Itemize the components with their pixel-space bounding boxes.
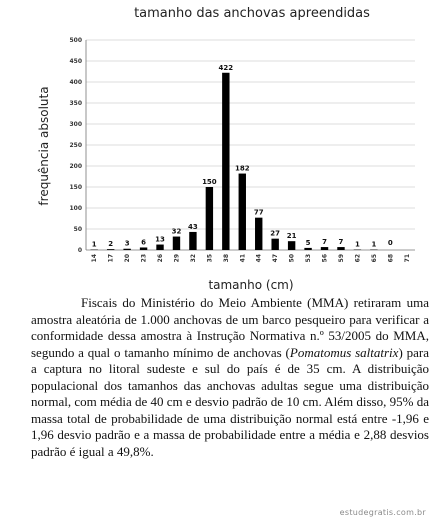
bar [321, 247, 328, 250]
problem-paragraph [31, 295, 429, 460]
data-label: 2 [108, 240, 114, 249]
data-label: 27 [270, 229, 281, 238]
x-tick-label: 65 [370, 254, 378, 263]
data-label: 21 [286, 232, 297, 241]
bar [239, 174, 246, 250]
data-label: 13 [155, 235, 165, 244]
x-tick-label: 62 [354, 254, 362, 263]
y-axis-label: frequência absoluta [37, 86, 51, 206]
bars [91, 73, 378, 250]
bar [173, 237, 180, 250]
y-tick-label: 300 [69, 121, 82, 128]
y-tick-label: 0 [77, 247, 82, 254]
data-label: 7 [338, 238, 344, 247]
bar [123, 249, 130, 250]
data-label: 1 [371, 240, 377, 249]
x-tick-label: 26 [157, 254, 165, 263]
x-tick-label: 29 [173, 254, 181, 263]
x-tick-label: 47 [272, 254, 280, 263]
x-tick-label: 41 [239, 254, 247, 263]
y-tick-label: 350 [69, 100, 82, 107]
data-label: 182 [234, 164, 250, 173]
x-tick-label: 35 [206, 254, 214, 263]
bar [222, 73, 229, 250]
paragraph-part-1: Fiscais do Ministério do Meio Ambiente (MMA) retiraram uma amostra aleatória de 1.000 anchovas de um barco pesqueiro para verificar a conformidade dessa amostra à Instrução Normativa n.º 53/2005 do MMA, segundo a qual o tamanho mínimo de anchovas ( [31, 295, 429, 360]
x-tick-label: 56 [321, 254, 329, 263]
y-tick-label: 100 [69, 205, 82, 212]
data-label: 150 [202, 178, 217, 186]
y-tick-label: 150 [69, 184, 82, 191]
data-label: 3 [124, 239, 130, 248]
chart-title: tamanho das anchovas apreendidas [134, 6, 370, 21]
x-tick-label: 50 [288, 254, 296, 263]
x-tick-label: 32 [189, 254, 197, 263]
y-tick-label: 50 [73, 226, 82, 233]
x-axis-label: tamanho (cm) [208, 278, 294, 292]
bar [271, 239, 278, 250]
data-label: 77 [253, 208, 264, 217]
problem-text [31, 295, 429, 460]
y-tick-label: 500 [69, 37, 82, 44]
bar [206, 187, 213, 250]
y-tick-label: 450 [69, 58, 82, 65]
data-label: 43 [188, 222, 198, 231]
x-tick-label: 20 [124, 254, 132, 263]
x-tick-label: 44 [255, 254, 263, 263]
y-axis-ticks [69, 37, 82, 254]
data-label: 6 [141, 238, 147, 247]
bar [156, 245, 163, 250]
x-tick-label: 59 [337, 254, 345, 263]
paragraph-part-2: ) para a captura no litoral sudeste e sul do país é de 35 cm. A distribuição populacional dos tamanhos das anchovas adultas segue uma distribuição normal, com média de 40 cm e desvio padrão de 10 cm. Além disso, 95% da massa total de probabilidade de uma distribuição normal está entre -1,96 e 1,96 desvio padrão e a massa de probabilidade entre a média e 2,88 desvios padrão é igual a 49,8%. [31, 344, 429, 459]
x-tick-label: 14 [91, 254, 99, 263]
data-label: 422 [218, 63, 234, 72]
y-tick-label: 200 [69, 163, 82, 170]
y-tick-label: 400 [69, 79, 82, 86]
data-label: 7 [322, 238, 327, 247]
bar [288, 241, 295, 250]
data-label: 0 [387, 239, 393, 247]
x-tick-label: 71 [403, 254, 411, 263]
bar [337, 247, 344, 250]
y-tick-label: 250 [69, 142, 82, 149]
x-tick-label: 53 [305, 254, 313, 263]
watermark: estudegratis.com.br [339, 508, 426, 517]
bar [107, 249, 114, 250]
x-axis-ticks [91, 254, 411, 262]
species-name: Pomatomus saltatrix [289, 344, 399, 360]
data-label: 1 [91, 240, 97, 249]
x-tick-label: 23 [140, 254, 148, 263]
x-tick-label: 68 [387, 254, 395, 263]
data-label: 5 [305, 238, 311, 247]
data-label: 1 [354, 240, 360, 249]
bar [255, 218, 262, 250]
x-tick-label: 17 [107, 254, 115, 263]
x-tick-label: 38 [222, 254, 230, 263]
grid-lines [86, 40, 415, 250]
bar [304, 248, 311, 250]
bar [140, 247, 147, 250]
bar [189, 232, 196, 250]
data-label: 32 [171, 227, 182, 236]
